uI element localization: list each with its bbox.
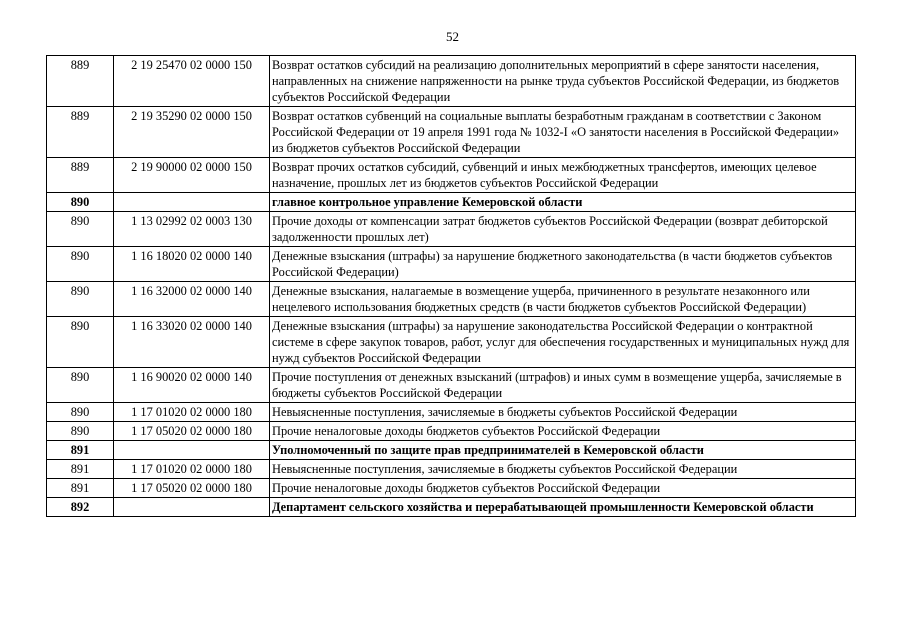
table-row [47, 317, 856, 368]
admin-code-cell: 889 [47, 158, 114, 193]
revenue-code-cell: 1 16 18020 02 0000 140 [114, 247, 270, 282]
admin-code-cell: 890 [47, 247, 114, 282]
revenue-name-cell: Возврат остатков субвенций на социальные выплаты безработным гражданам в соответствии с Законом Российской Федерации от 19 апреля 1991 года № 1032-I «О занятости населения в Российской Федерации» из бюджетов субъектов Российской Федерации [270, 107, 856, 158]
table-row [47, 56, 856, 107]
revenue-name-cell: Уполномоченный по защите прав предпринимателей в Кемеровской области [270, 441, 856, 460]
table-row-administrator-header [47, 498, 856, 517]
revenue-code-cell: 1 16 90020 02 0000 140 [114, 368, 270, 403]
admin-code-cell: 889 [47, 56, 114, 107]
revenue-name-cell: Невыясненные поступления, зачисляемые в бюджеты субъектов Российской Федерации [270, 403, 856, 422]
revenue-name-cell: Департамент сельского хозяйства и перерабатывающей промышленности Кемеровской области [270, 498, 856, 517]
admin-code-cell: 890 [47, 317, 114, 368]
table-row [47, 460, 856, 479]
revenue-name-cell: Прочие доходы от компенсации затрат бюджетов субъектов Российской Федерации (возврат дебиторской задолженности прошлых лет) [270, 212, 856, 247]
admin-code-cell: 890 [47, 422, 114, 441]
revenue-code-cell: 2 19 25470 02 0000 150 [114, 56, 270, 107]
table-row [47, 158, 856, 193]
revenue-name-cell: Прочие поступления от денежных взысканий (штрафов) и иных сумм в возмещение ущерба, зачисляемые в бюджеты субъектов Российской Федерации [270, 368, 856, 403]
admin-code-cell: 891 [47, 460, 114, 479]
table-row [47, 282, 856, 317]
revenue-code-cell [114, 498, 270, 517]
revenue-name-cell: Прочие неналоговые доходы бюджетов субъектов Российской Федерации [270, 422, 856, 441]
revenue-name-cell: главное контрольное управление Кемеровской области [270, 193, 856, 212]
revenue-name-cell: Денежные взыскания (штрафы) за нарушение бюджетного законодательства (в части бюджетов субъектов Российской Федерации) [270, 247, 856, 282]
revenue-code-cell [114, 193, 270, 212]
revenue-code-cell: 1 13 02992 02 0003 130 [114, 212, 270, 247]
table-row-administrator-header [47, 441, 856, 460]
page-number: 52 [446, 29, 459, 44]
revenue-code-cell: 2 19 35290 02 0000 150 [114, 107, 270, 158]
revenue-name-cell: Возврат прочих остатков субсидий, субвенций и иных межбюджетных трансфертов, имеющих целевое назначение, прошлых лет из бюджетов субъектов Российской Федерации [270, 158, 856, 193]
revenue-code-cell: 1 16 32000 02 0000 140 [114, 282, 270, 317]
admin-code-cell: 890 [47, 193, 114, 212]
admin-code-cell: 890 [47, 368, 114, 403]
table-body [47, 56, 856, 517]
table-row-administrator-header [47, 193, 856, 212]
admin-code-cell: 891 [47, 441, 114, 460]
revenue-name-cell: Денежные взыскания (штрафы) за нарушение законодательства Российской Федерации о контрактной системе в сфере закупок товаров, работ, услуг для обеспечения государственных и муниципальных нужд для нужд субъектов Российской Федерации [270, 317, 856, 368]
table-row [47, 422, 856, 441]
table-row [47, 247, 856, 282]
table-row [47, 107, 856, 158]
table-row [47, 212, 856, 247]
admin-code-cell: 890 [47, 282, 114, 317]
admin-code-cell: 890 [47, 212, 114, 247]
revenue-code-cell: 1 17 01020 02 0000 180 [114, 460, 270, 479]
revenue-code-cell: 1 16 33020 02 0000 140 [114, 317, 270, 368]
revenue-code-cell: 1 17 01020 02 0000 180 [114, 403, 270, 422]
revenue-name-cell: Прочие неналоговые доходы бюджетов субъектов Российской Федерации [270, 479, 856, 498]
revenue-name-cell: Денежные взыскания, налагаемые в возмещение ущерба, причиненного в результате незаконного или нецелевого использования бюджетных средств (в части бюджетов субъектов Российской Федерации) [270, 282, 856, 317]
table-row [47, 403, 856, 422]
revenue-code-cell: 1 17 05020 02 0000 180 [114, 422, 270, 441]
admin-code-cell: 890 [47, 403, 114, 422]
table-row [47, 479, 856, 498]
budget-classification-table [46, 55, 856, 517]
admin-code-cell: 891 [47, 479, 114, 498]
revenue-code-cell: 1 17 05020 02 0000 180 [114, 479, 270, 498]
admin-code-cell: 889 [47, 107, 114, 158]
revenue-code-cell [114, 441, 270, 460]
revenue-code-cell: 2 19 90000 02 0000 150 [114, 158, 270, 193]
table-row [47, 368, 856, 403]
revenue-name-cell: Возврат остатков субсидий на реализацию дополнительных мероприятий в сфере занятости населения, направленных на снижение напряженности на рынке труда субъектов Российской Федерации, из бюджетов субъектов Российской Федерации [270, 56, 856, 107]
revenue-name-cell: Невыясненные поступления, зачисляемые в бюджеты субъектов Российской Федерации [270, 460, 856, 479]
admin-code-cell: 892 [47, 498, 114, 517]
